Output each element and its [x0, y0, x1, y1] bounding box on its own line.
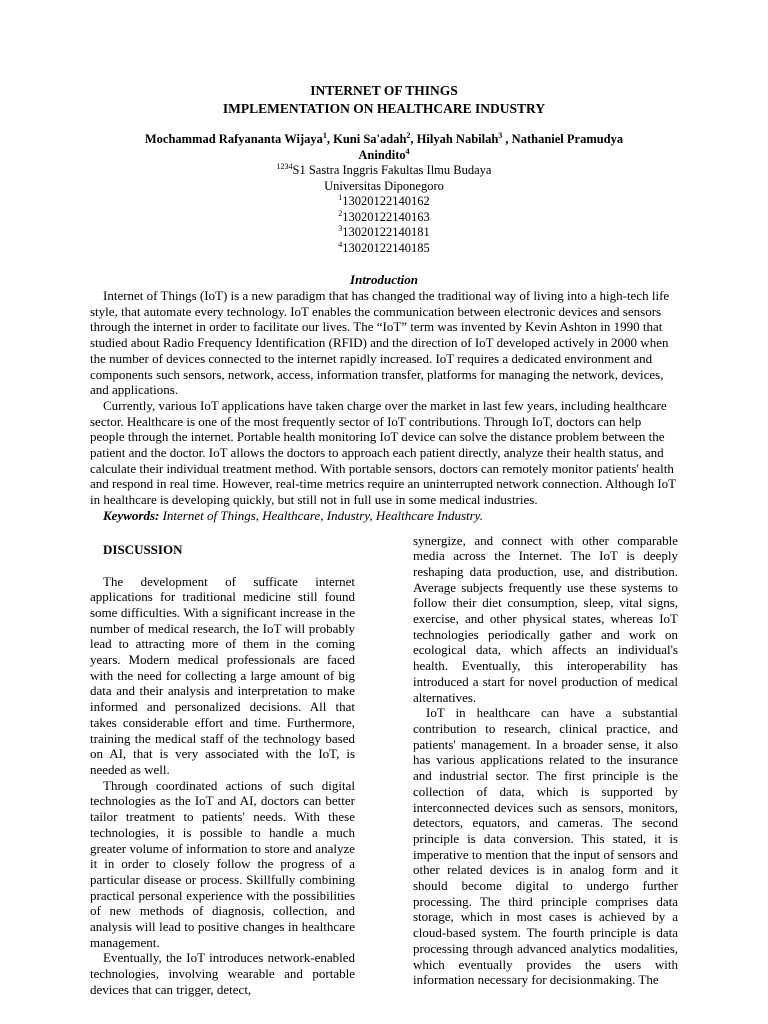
author-name: Kuni Sa'adah: [333, 132, 407, 146]
student-id-value: 13020122140181: [342, 225, 430, 239]
introduction-heading: Introduction: [350, 272, 418, 287]
student-id-value: 13020122140185: [342, 240, 430, 255]
university: Universitas Diponegoro: [324, 178, 444, 193]
introduction-paragraph: Internet of Things (IoT) is a new paradigm that has changed the traditional way of living into a high-tech life style, that automate every technology. IoT enables the communication between electronic devices and sensors through the internet in order to facilitate our lives. The “IoT” term was invented by Kevin Ashton in 1990 that studied about Radio Frequency Identification (RFID) and the direction of IoT developed actively in 2000 when the number of devices connected to the internet rapidly increased. IoT requires a dedicated environment and components such sensors, network, access, information transfer, platforms for managing the network, devices, and applications.: [90, 288, 670, 398]
student-id-value: 13020122140163: [342, 209, 430, 224]
introduction-paragraph: Currently, various IoT applications have taken charge over the market in last few years, including healthcare sector. Healthcare is one of the most frequently sector of IoT contributions. Through IoT, doctors can help people through the internet. Portable health monitoring IoT device can solve the distance problem between the patient and the doctor. IoT allows the doctors to approach each patient directly, analyze their health status, and calculate their individual treatment method. With portable sensors, doctors can remotely monitor patients' health and respond in real time. However, real-time metrics require an uninterrupted network connection. Although IoT in healthcare is developing quickly, but still not in full use in some medical industries.: [90, 397, 676, 508]
author-sup: 4: [405, 146, 410, 156]
introduction-section: [90, 288, 678, 508]
discussion-paragraph: Eventually, the IoT introduces network-enabled technologies, involving wearable and portable devices that can trigger, detect,: [90, 950, 355, 997]
right-column: [413, 533, 678, 998]
affiliation-text: S1 Sastra Inggris Fakultas Ilmu Budaya: [292, 163, 492, 177]
author-name: Mochammad Rafyananta Wijaya: [144, 132, 323, 146]
paper-title: [90, 82, 678, 118]
student-id-sup: 3: [338, 223, 343, 233]
author-list: [90, 131, 678, 163]
author-sup: 3: [498, 130, 503, 140]
discussion-continuation: synergize, and connect with other comparable media across the Internet. The IoT is deeply reshaping data production, use, and distribution. Average subjects frequently use these systems to follow their diet consumption, sleep, vital signs, exercise, and other physical states, whereas IoT technologies periodically gather and work on ecological data, which affects an individual's health. Eventually, this interoperability has introduced a start for novel production of medical alternatives.: [413, 532, 678, 705]
discussion-paragraph: The development of sufficate internet applications for traditional medicine still found some difficulties. With a significant increase in the number of medical research, the IoT will probably lead to attracting more of them in the coming years. Modern medical professionals are faced with the need for collecting a large amount of big data and their analysis and interpretation to make informed and personalized decisions. All that takes considerable effort and time. Furthermore, training the medical staff of the technology based on AI, that is very associated with the IoT, is needed as well.: [90, 573, 355, 777]
affiliation-sup: 1234: [276, 161, 293, 171]
title-line-2: IMPLEMENTATION ON HEALTHCARE INDUSTRY: [222, 101, 546, 116]
discussion-heading: DISCUSSION: [103, 541, 183, 557]
author-name: Hilyah Nabilah: [416, 132, 499, 146]
author-sup: 2: [406, 130, 411, 140]
student-id-sup: 2: [338, 208, 343, 218]
author-name: Nathaniel Pramudya Anindito: [358, 132, 624, 162]
author-separator: ,: [410, 132, 417, 146]
title-line-1: INTERNET OF THINGS: [310, 83, 458, 98]
student-id: [90, 241, 678, 257]
student-id-value: 13020122140162: [342, 194, 430, 208]
author-sup: 1: [322, 130, 327, 140]
student-id: [90, 225, 678, 241]
student-id-sup: 1: [338, 192, 343, 202]
student-id: [90, 194, 678, 210]
affiliation: [90, 163, 678, 179]
keywords-text: Internet of Things, Healthcare, Industry, Healthcare Industry.: [162, 507, 483, 523]
author-separator: ,: [326, 132, 334, 146]
two-column-body: [90, 533, 678, 998]
discussion-paragraph: IoT in healthcare can have a substantial contribution to research, clinical practice, and patients' management. In a broader sense, it also has various applications related to the insurance and industrial sector. The first principle is the collection of data, which is supported by interconnected devices such as sensors, monitors, detectors, equators, and cameras. The second principle is data conversion. This stated, it is imperative to mention that the input of sensors and other related devices is in analog form and it should become digital to undergo further processing. The third principle comprises data storage, which in most cases is achieved by a cloud-based system. The fourth principle is data processing through advanced analytics modalities, which eventually provides the users with information necessary for decisionmaking. The: [413, 705, 678, 988]
keywords-label: Keywords:: [103, 507, 160, 523]
student-id: [90, 210, 678, 226]
student-id-sup: 4: [338, 239, 343, 249]
left-column: [90, 533, 355, 998]
author-separator: ,: [502, 132, 512, 146]
discussion-paragraph: Through coordinated actions of such digital technologies as the IoT and AI, doctors can better tailor treatment to patients' needs. With these technologies, it is possible to handle a much greater volume of information to store and analyze it in order to closely follow the progress of a particular disease or process. Skillfully combining practical personal experience with the possibilities of new methods of diagnosis, collection, and analysis will lead to positive changes in healthcare management.: [90, 777, 355, 950]
keywords: [90, 508, 678, 524]
